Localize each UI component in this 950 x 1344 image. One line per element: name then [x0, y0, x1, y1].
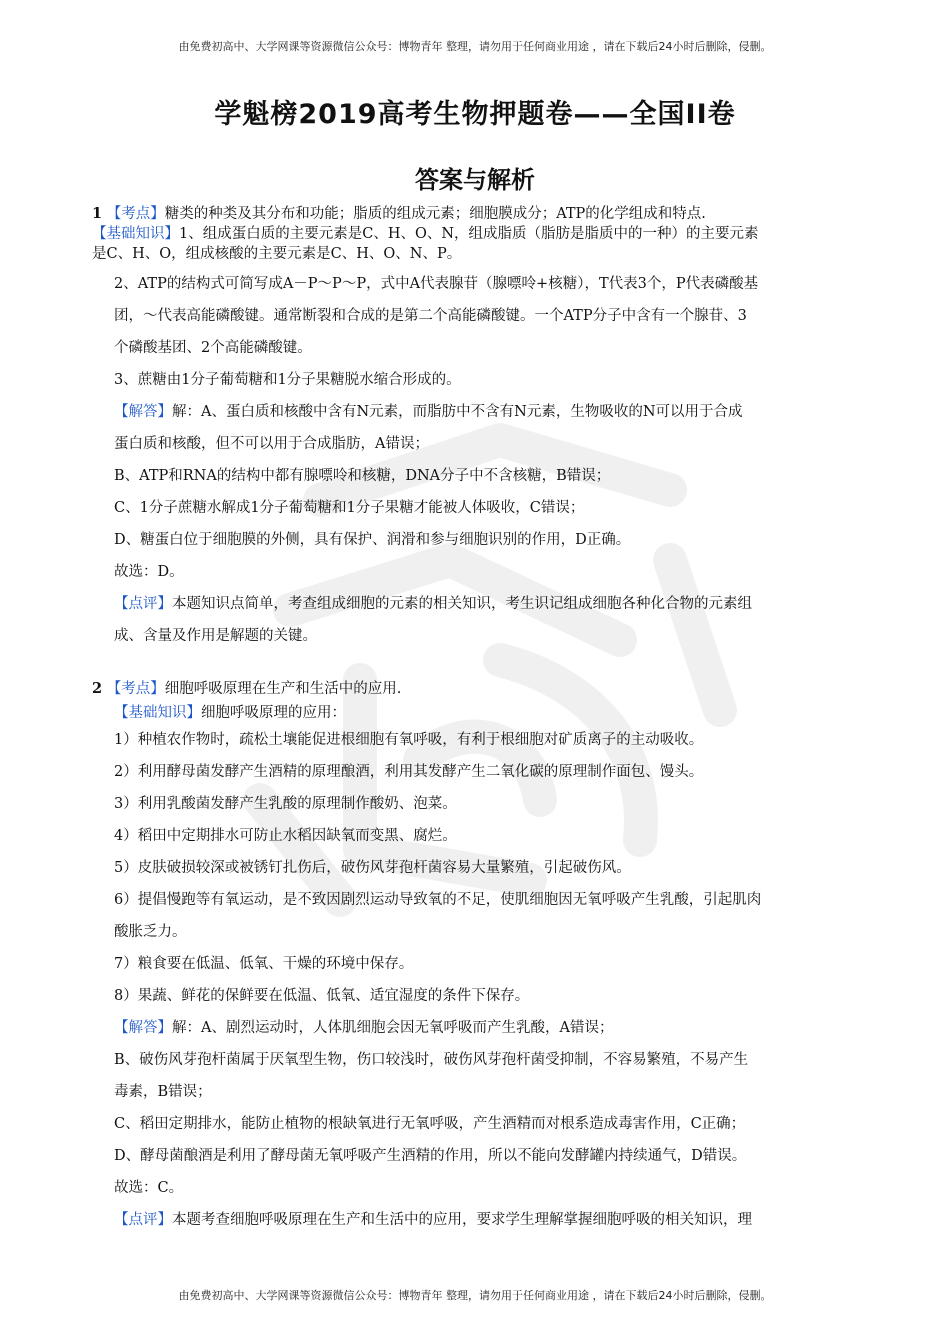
- dianping-tag: 【点评】: [114, 1212, 172, 1228]
- q2-item-7: 7）粮食要在低温、低氧、干燥的环境中保存。: [114, 956, 414, 972]
- jieda-text: 解：A、蛋白质和核酸中含有N元素，而脂肪中不含有N元素，生物吸收的N可以用于合成: [172, 404, 743, 420]
- q1-jichu-line-2: 是C、H、O，组成核酸的主要元素是C、H、O、N、P。: [92, 246, 462, 262]
- jieda-text: 解：A、剧烈运动时，人体肌细胞会因无氧呼吸而产生乳酸，A错误；: [172, 1020, 614, 1036]
- q2-jichu-line: [92, 702, 862, 724]
- q1-jieda-a1: [92, 396, 862, 428]
- q2-dianping: [92, 1204, 862, 1236]
- q2-kaodian-line: [92, 676, 862, 702]
- q2-item-8: 8）果蔬、鲜花的保鲜要在低温、低氧、适宜湿度的条件下保存。: [114, 988, 530, 1004]
- kaodian-tag: 【考点】: [106, 206, 165, 222]
- dianping-tag: 【点评】: [114, 596, 172, 612]
- answer-content: [92, 204, 862, 1236]
- q1-jieda-d: D、糖蛋白位于细胞膜的外侧，具有保护、润滑和参与细胞识别的作用，D正确。: [114, 532, 631, 548]
- page-footer-notice: 由免费初高中、大学网课等资源微信公众号：博物青年 整理，请勿用于任何商业用途 ，请在下载后24小时后删除，侵删。: [178, 1289, 772, 1302]
- kaodian-tag: 【考点】: [106, 681, 165, 697]
- q1-jieda-b: B、ATP和RNA的结构中都有腺嘌呤和核糖，DNA分子中不含核糖，B错误；: [114, 468, 611, 484]
- dianping-text: 本题知识点简单，考查组成细胞的元素的相关知识，考生识记组成细胞各种化合物的元素组: [172, 596, 752, 612]
- question-number: 1: [92, 205, 103, 222]
- q2-item-1: 1）种植农作物时，疏松土壤能促进根细胞有氧呼吸，有利于根细胞对矿质离子的主动吸收。: [114, 732, 704, 748]
- q1-answer: 故选：D。: [114, 564, 184, 580]
- jichu-text: 细胞呼吸原理的应用：: [201, 705, 346, 721]
- section-gap: [92, 652, 862, 676]
- q2-item-3: 3）利用乳酸菌发酵产生乳酸的原理制作酸奶、泡菜。: [114, 796, 457, 812]
- jichu-tag: 【基础知识】: [114, 705, 201, 721]
- q1-jichu-line: [92, 224, 862, 244]
- q1-jichu-2c: 个磷酸基团、2个高能磷酸键。: [114, 340, 312, 356]
- q2-jieda-b1: B、破伤风芽孢杆菌属于厌氧型生物，伤口较浅时，破伤风芽孢杆菌受抑制，不容易繁殖，不易产生: [114, 1052, 749, 1068]
- q1-jichu-2b: 团，～代表高能磷酸键。通常断裂和合成的是第二个高能磷酸键。一个ATP分子中含有一个腺苷、3: [114, 308, 747, 324]
- jieda-tag: 【解答】: [114, 1020, 172, 1036]
- document-subtitle: 答案与解析: [415, 166, 535, 194]
- q1-jieda-c: C、1分子蔗糖水解成1分子葡萄糖和1分子果糖才能被人体吸收，C错误；: [114, 500, 585, 516]
- q2-item-5: 5）皮肤破损较深或被锈钉扎伤后，破伤风芽孢杆菌容易大量繁殖，引起破伤风。: [114, 860, 631, 876]
- q1-dianping-2: 成、含量及作用是解题的关键。: [114, 628, 317, 644]
- q1-jieda-a2: 蛋白质和核酸，但不可以用于合成脂肪，A错误；: [114, 436, 429, 452]
- q2-jieda-a: [92, 1012, 862, 1044]
- q2-answer: 故选：C。: [114, 1180, 184, 1196]
- document-title: 学魁榜2019高考生物押题卷——全国II卷: [214, 99, 736, 130]
- jichu-text: 1、组成蛋白质的主要元素是C、H、O、N，组成脂质（脂肪是脂质中的一种）的主要元素: [179, 226, 759, 242]
- q2-item-6b: 酸胀乏力。: [114, 924, 187, 940]
- q2-item-6a: 6）提倡慢跑等有氧运动，是不致因剧烈运动导致氧的不足，使肌细胞因无氧呼吸产生乳酸，引起肌肉: [114, 892, 762, 908]
- q1-jichu-2a: 2、ATP的结构式可简写成A－P～P～P，式中A代表腺苷（腺嘌呤+核糖），T代表3个，P代表磷酸基: [114, 276, 759, 292]
- q2-jieda-b2: 毒素，B错误；: [114, 1084, 212, 1100]
- q2-jieda-c: C、稻田定期排水，能防止植物的根缺氧进行无氧呼吸，产生酒精而对根系造成毒害作用，C正确；: [114, 1116, 746, 1132]
- kaodian-text: 糖类的种类及其分布和功能；脂质的组成元素；细胞膜成分；ATP的化学组成和特点.: [164, 206, 706, 222]
- q2-item-2: 2）利用酵母菌发酵产生酒精的原理酿酒，利用其发酵产生二氧化碳的原理制作面包、馒头。: [114, 764, 704, 780]
- question-number: 2: [92, 680, 103, 697]
- jichu-tag: 【基础知识】: [92, 226, 179, 242]
- jieda-tag: 【解答】: [114, 404, 172, 420]
- q1-kaodian-line: [92, 204, 862, 224]
- page-header-notice: 由免费初高中、大学网课等资源微信公众号：博物青年 整理，请勿用于任何商业用途 ，请在下载后24小时后删除，侵删。: [178, 40, 772, 53]
- q1-dianping-1: [92, 588, 862, 620]
- q1-jichu-3: 3、蔗糖由1分子葡萄糖和1分子果糖脱水缩合形成的。: [114, 372, 461, 388]
- q2-item-4: 4）稻田中定期排水可防止水稻因缺氧而变黑、腐烂。: [114, 828, 457, 844]
- kaodian-text: 细胞呼吸原理在生产和生活中的应用.: [164, 681, 402, 697]
- dianping-text: 本题考查细胞呼吸原理在生产和生活中的应用，要求学生理解掌握细胞呼吸的相关知识，理: [172, 1212, 752, 1228]
- q2-jieda-d: D、酵母菌酿酒是利用了酵母菌无氧呼吸产生酒精的作用，所以不能向发酵罐内持续通气，D错误。: [114, 1148, 747, 1164]
